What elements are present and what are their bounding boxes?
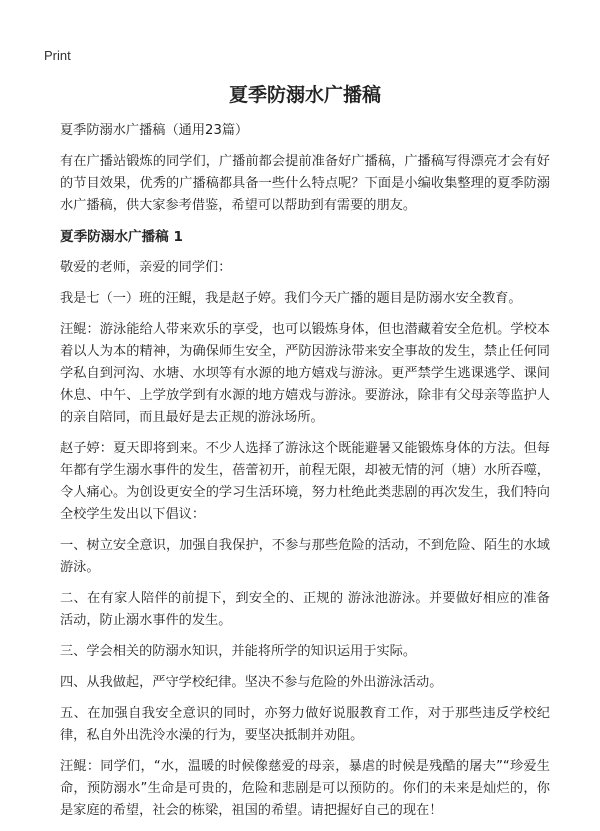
proposal-item-3: 三、学会相关的防溺水知识，并能将所学的知识运用于实际。 <box>60 644 417 659</box>
proposal-item-5: 五、在加强自我安全意识的同时，亦努力做好说服教育工作，对于那些违反学校纪律，私自外出洗泠水澡的行为，要坚决抵制并劝阻。 <box>60 706 550 743</box>
subtitle: 夏季防溺水广播稿（通用23篇） <box>60 123 249 138</box>
greeting-paragraph: 敬爱的老师，亲爱的同学们： <box>60 260 232 275</box>
intro-speakers-paragraph: 我是七（一）班的汪鲲，我是赵子婷。我们今天广播的题目是防溺水安全教育。 <box>60 291 522 306</box>
closing-paragraph: 汪鲲：同学们，“水，温暖的时候像慈爱的母亲，暴虐的时候是残酷的屠夫”“珍爱生命，预防溺水”生命是可贵的，危险和悲剧是可以预防的。你们的未来是灿烂的，你是家庭的希望，社会的栋梁，祖国的希望。请把握好自己的现在！ <box>60 759 550 818</box>
body-paragraph: 汪鲲：游泳能给人带来欢乐的享受，也可以锻炼身体，但也潜藏着安全危机。学校本着以人为本的精神，为确保师生安全，严防因游泳带来安全事故的发生，禁止任何同学私自到河沟、水塘、水坝等有水源的地方嬉戏与游泳。更严禁学生逃课逃学、课间休息、中午、上学放学到有水源的地方嬉戏与游泳。要游泳，除非有父母亲等监护人的亲自陪同，而且最好是去正规的游泳场所。 <box>60 322 550 425</box>
page-title: 夏季防溺水广播稿 <box>228 84 381 106</box>
print-link[interactable]: Print <box>44 48 71 63</box>
section-heading: 夏季防溺水广播稿 1 <box>60 229 183 245</box>
body-paragraph: 赵子婷：夏天即将到来。不少人选择了游泳这个既能避暑又能锻炼身体的方法。但每年都有学生溺水事件的发生，蓓蕾初开，前程无限，却被无情的河（塘）水所吞噬，令人痛心。为创设更安全的学习生活环境，努力杜绝此类悲剧的再次发生，我们特向全校学生发出以下倡议： <box>60 441 550 522</box>
proposal-item-4: 四、从我做起，严守学校纪律。坚决不参与危险的外出游泳活动。 <box>60 675 443 690</box>
proposal-item-1: 一、树立安全意识，加强自我保护，不参与那些危险的活动，不到危险、陌生的水域游泳。 <box>60 538 550 575</box>
proposal-item-2: 二、在有家人陪伴的前提下，到安全的、正规的 游泳池游泳。并要做好相应的准备活动，防止溺水事件的发生。 <box>60 591 550 628</box>
document-body <box>60 82 550 831</box>
intro-paragraph: 有在广播站锻炼的同学们，广播前都会提前准备好广播稿，广播稿写得漂亮才会有好的节目效果，优秀的广播稿都具备一些什么特点呢？下面是小编收集整理的夏季防溺水广播稿，供大家参考借鉴，希望可以帮助到有需要的朋友。 <box>60 154 550 213</box>
